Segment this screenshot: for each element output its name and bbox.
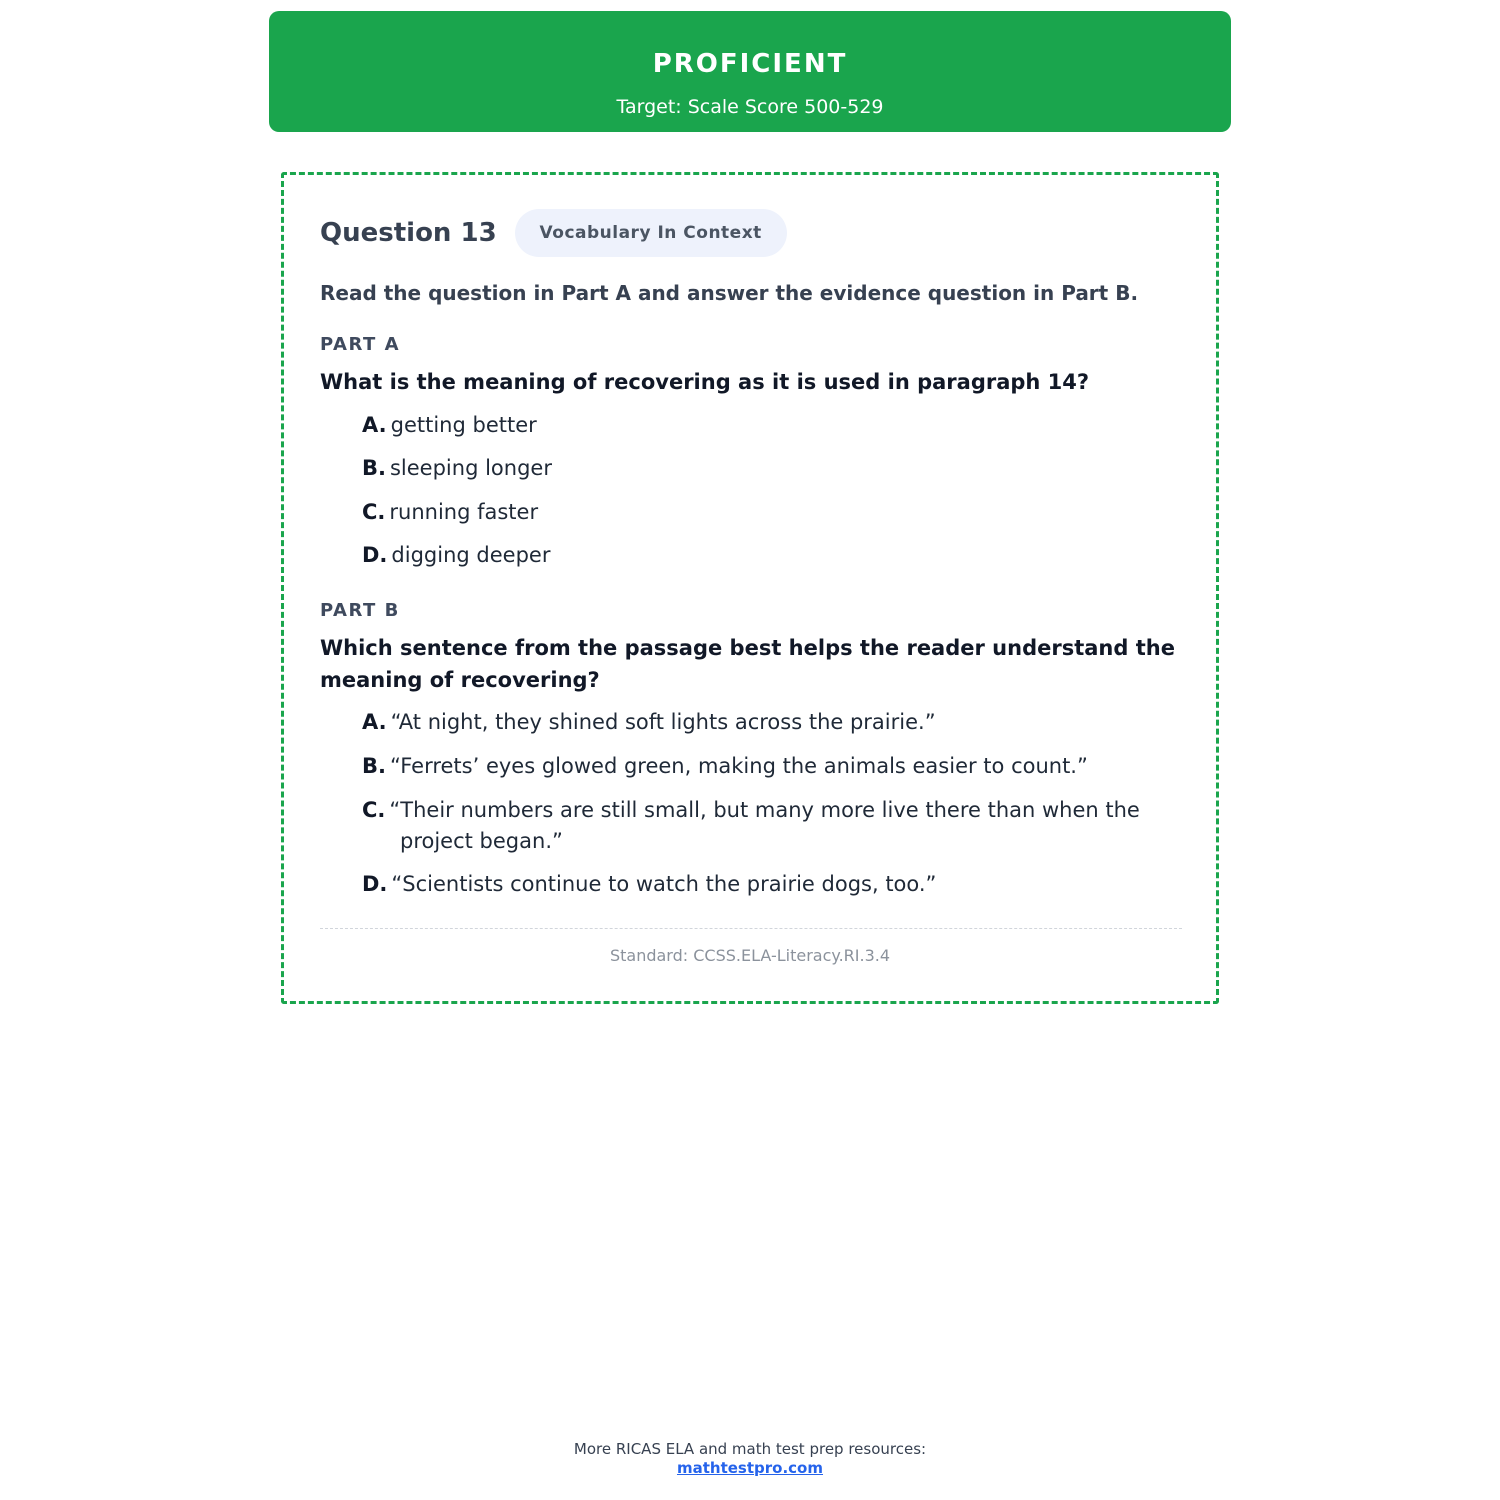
footer-link[interactable]: mathtestpro.com	[676, 1459, 823, 1477]
choice-text: “Scientists continue to watch the prairie dogs, too.”	[391, 872, 937, 896]
choice-text: “At night, they shined soft lights across the prairie.”	[390, 710, 936, 734]
part-a-prompt: What is the meaning of recovering as it is used in paragraph 14?	[320, 370, 1090, 394]
part-a-choice[interactable]	[362, 497, 1192, 528]
part-a-choice[interactable]	[362, 453, 1192, 484]
question-title: Question 13	[320, 218, 497, 248]
choice-letter: B.	[362, 456, 386, 480]
question-card	[281, 172, 1219, 1004]
part-b-label: PART B	[320, 600, 400, 621]
choice-text: digging deeper	[391, 543, 551, 567]
choice-letter: C.	[362, 798, 386, 822]
choice-text: “Their numbers are still small, but many more live there than when the project began.”	[389, 798, 1140, 853]
choice-text: running faster	[389, 500, 539, 524]
part-b-choice[interactable]	[362, 707, 1192, 738]
part-b-choice[interactable]	[362, 869, 1192, 900]
part-b-choice[interactable]	[362, 795, 1200, 857]
card-divider	[320, 928, 1182, 929]
question-instructions: Read the question in Part A and answer the evidence question in Part B.	[320, 281, 1139, 305]
part-a-label: PART A	[320, 334, 400, 355]
choice-letter: A.	[362, 710, 387, 734]
page-footer	[0, 1440, 1500, 1478]
target-score-range: Target: Scale Score 500-529	[616, 96, 884, 118]
footer-text: More RICAS ELA and math test prep resources:	[573, 1440, 927, 1458]
choice-letter: C.	[362, 500, 386, 524]
choice-letter: D.	[362, 543, 388, 567]
performance-level-banner	[269, 11, 1231, 132]
part-a-choice[interactable]	[362, 540, 1192, 571]
part-b-choice[interactable]	[362, 751, 1192, 782]
choice-text: getting better	[390, 413, 537, 437]
choice-text: sleeping longer	[389, 456, 552, 480]
question-header	[320, 208, 787, 258]
choice-letter: B.	[362, 754, 386, 778]
choice-text: “Ferrets’ eyes glowed green, making the animals easier to count.”	[389, 754, 1088, 778]
standard-reference: Standard: CCSS.ELA-Literacy.RI.3.4	[609, 946, 891, 965]
choice-letter: D.	[362, 872, 388, 896]
part-b-prompt: Which sentence from the passage best helps the reader understand the meaning of recovering?	[320, 636, 1175, 692]
performance-level-title: PROFICIENT	[652, 49, 848, 79]
part-a-choice[interactable]	[362, 410, 1192, 441]
category-badge: Vocabulary In Context	[515, 209, 787, 257]
choice-letter: A.	[362, 413, 387, 437]
